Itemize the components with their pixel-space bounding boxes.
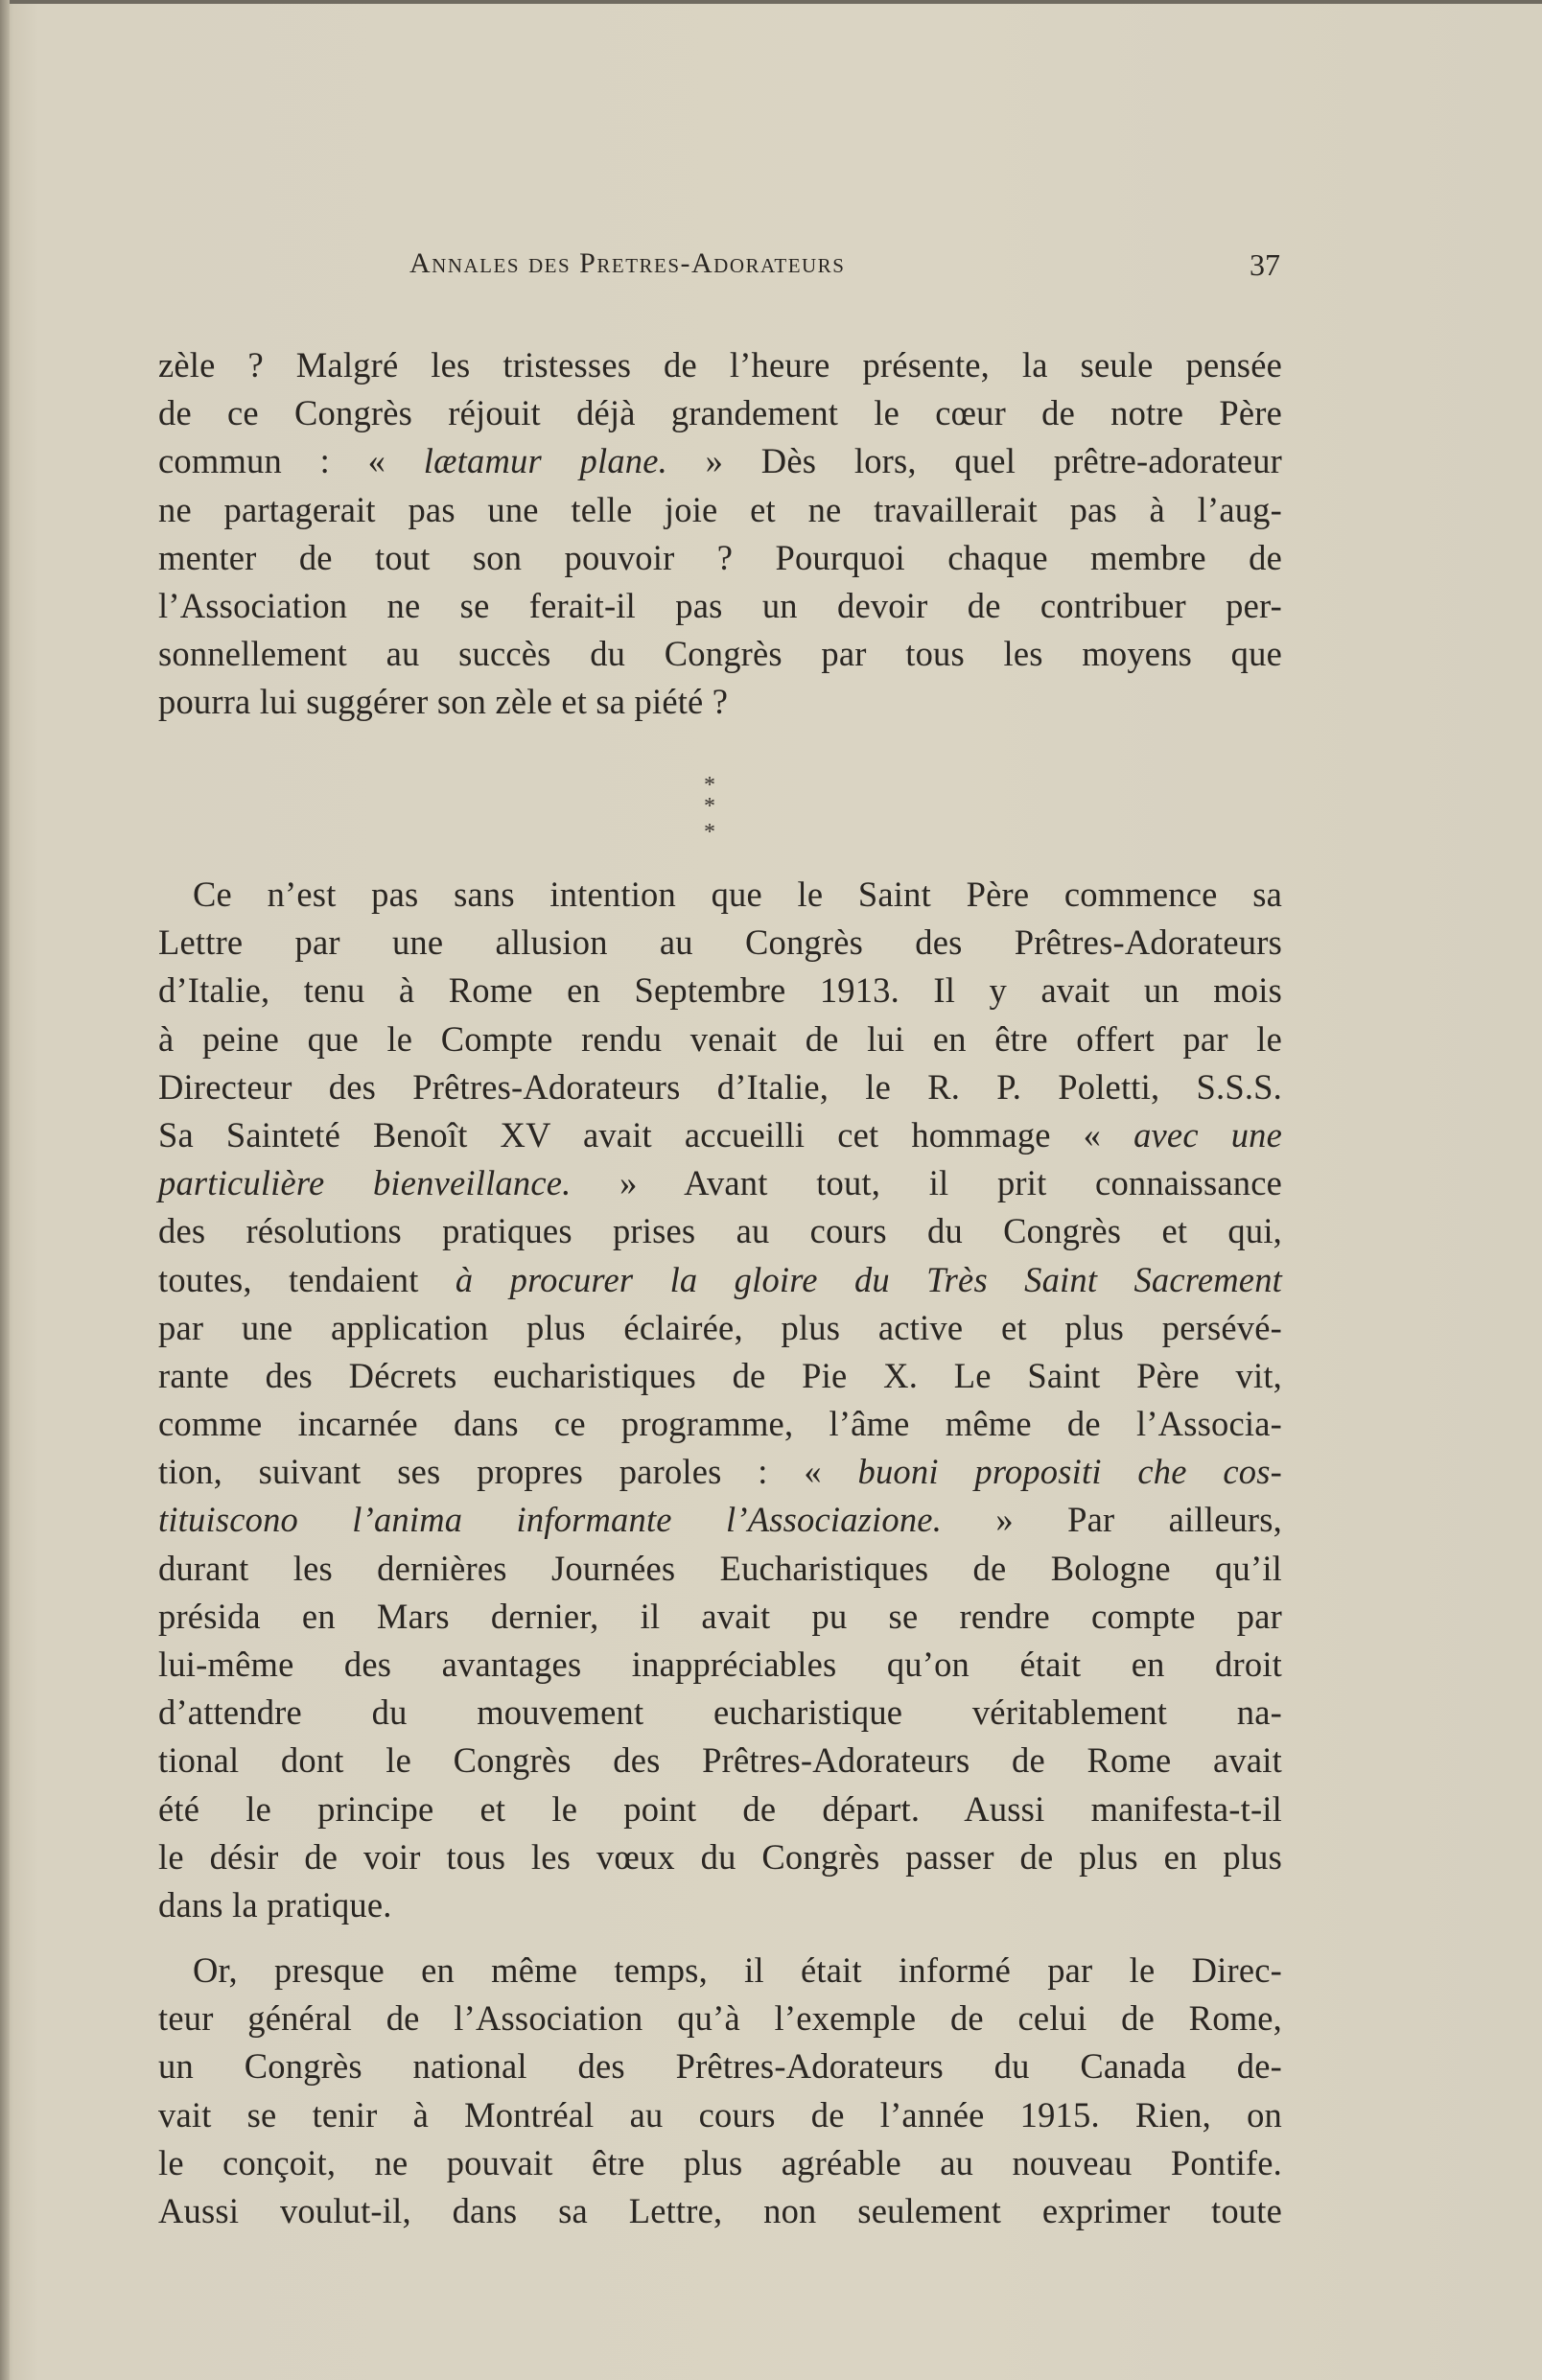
text-run: » Dès lors, quel prêtre-adorateur	[666, 441, 1282, 481]
text-line: lui-même des avantages inappréciables qu’on était en droit	[158, 1645, 1282, 1684]
text-line: d’attendre du mouvement eucharistique véritablement na-	[158, 1692, 1282, 1733]
text-line: Or, presque en même temps, il était informé par le Direc-	[193, 1950, 1282, 1990]
asterism-separator	[671, 773, 748, 845]
running-head	[158, 247, 1280, 286]
paragraph-saint-pere	[158, 871, 1282, 1929]
text-run: commun : «	[158, 441, 424, 481]
text-line: l’Association ne se ferait-il pas un devoir de contribuer per-	[158, 585, 1282, 625]
text-line: des résolutions pratiques prises au cours du Congrès et qui,	[158, 1211, 1282, 1251]
top-edge-rule	[0, 0, 1542, 4]
text-line	[158, 1159, 1282, 1207]
text-line: ne partagerait pas une telle joie et ne travaillerait pas à l’aug-	[158, 489, 1282, 529]
italic-phrase: à procurer la gloire du Très Saint Sacrement	[455, 1259, 1282, 1299]
text-line	[158, 1256, 1282, 1304]
latin-quotation: lætamur plane.	[423, 441, 667, 481]
text-line: un Congrès national des Prêtres-Adorateurs du Canada de-	[158, 2046, 1282, 2087]
text-line: zèle ? Malgré les tristesses de l’heure présente, la seule pensée	[158, 345, 1282, 385]
text-line: d’Italie, tenu à Rome en Septembre 1913. Il y avait un mois	[158, 970, 1282, 1011]
text-line: pourra lui suggérer son zèle et sa piété ?	[158, 682, 729, 722]
running-head-title: Annales des Pretres-Adorateurs	[409, 247, 846, 279]
text-run: toutes, tendaient	[158, 1259, 456, 1299]
text-line	[158, 1496, 1282, 1544]
text-line: Lettre par une allusion au Congrès des Prêtres-Adorateurs	[158, 922, 1282, 963]
text-line: menter de tout son pouvoir ? Pourquoi chaque membre de	[158, 537, 1282, 577]
text-line: sonnellement au succès du Congrès par tous les moyens que	[158, 634, 1282, 674]
text-line: le conçoit, ne pouvait être plus agréable au nouveau Pontife.	[158, 2142, 1282, 2182]
italic-quotation: particulière bienveillance.	[158, 1163, 572, 1203]
text-line	[158, 1111, 1282, 1159]
text-line: vait se tenir à Montréal au cours de l’année 1915. Rien, on	[158, 2094, 1282, 2135]
text-line	[158, 437, 1282, 485]
text-line: tional dont le Congrès des Prêtres-Adorateurs de Rome avait	[158, 1740, 1282, 1781]
text-line	[158, 1448, 1282, 1496]
text-line: rante des Décrets eucharistiques de Pie X. Le Saint Père vit,	[158, 1355, 1282, 1395]
text-line: Aussi voulut-il, dans sa Lettre, non seulement exprimer toute	[158, 2190, 1282, 2230]
text-line: dans la pratique.	[158, 1884, 392, 1925]
text-line: de ce Congrès réjouit déjà grandement le cœur de notre Père	[158, 393, 1282, 433]
italic-quotation: avec une	[1133, 1114, 1283, 1155]
paragraph-congres-canada	[158, 1947, 1282, 2235]
text-run: tion, suivant ses propres paroles : «	[158, 1452, 858, 1492]
text-line: comme incarnée dans ce programme, l’âme même de l’Associa-	[158, 1404, 1282, 1444]
italian-quotation: tituiscono l’anima informante l’Associazione.	[158, 1500, 943, 1540]
text-run: » Par ailleurs,	[942, 1500, 1282, 1540]
page-number: 37	[1250, 247, 1280, 282]
text-run: » Avant tout, il prit connaissance	[571, 1163, 1283, 1203]
text-line: Directeur des Prêtres-Adorateurs d’Italie, le R. P. Poletti, S.S.S.	[158, 1066, 1282, 1107]
text-line: à peine que le Compte rendu venait de lui en être offert par le	[158, 1018, 1282, 1059]
text-line: Ce n’est pas sans intention que le Saint Père commence sa	[193, 875, 1282, 914]
text-line: durant les dernières Journées Eucharistiques de Bologne qu’il	[158, 1548, 1282, 1588]
binding-edge	[0, 0, 10, 2380]
text-line: par une application plus éclairée, plus active et plus persévé-	[158, 1307, 1282, 1347]
paragraph-continued	[158, 341, 1282, 727]
asterism-top: *	[704, 773, 715, 798]
text-line: présida en Mars dernier, il avait pu se rendre compte par	[158, 1596, 1282, 1636]
italian-quotation: buoni propositi che cos-	[857, 1452, 1282, 1492]
text-line: été le principe et le point de départ. Aussi manifesta-t-il	[158, 1788, 1282, 1829]
text-line: teur général de l’Association qu’à l’exemple de celui de Rome,	[158, 1998, 1282, 2039]
asterism-bottom: * *	[704, 794, 733, 845]
text-line: le désir de voir tous les vœux du Congrès passer de plus en plus	[158, 1836, 1282, 1877]
text-run: Sa Sainteté Benoît XV avait accueilli cet hommage «	[158, 1114, 1134, 1155]
